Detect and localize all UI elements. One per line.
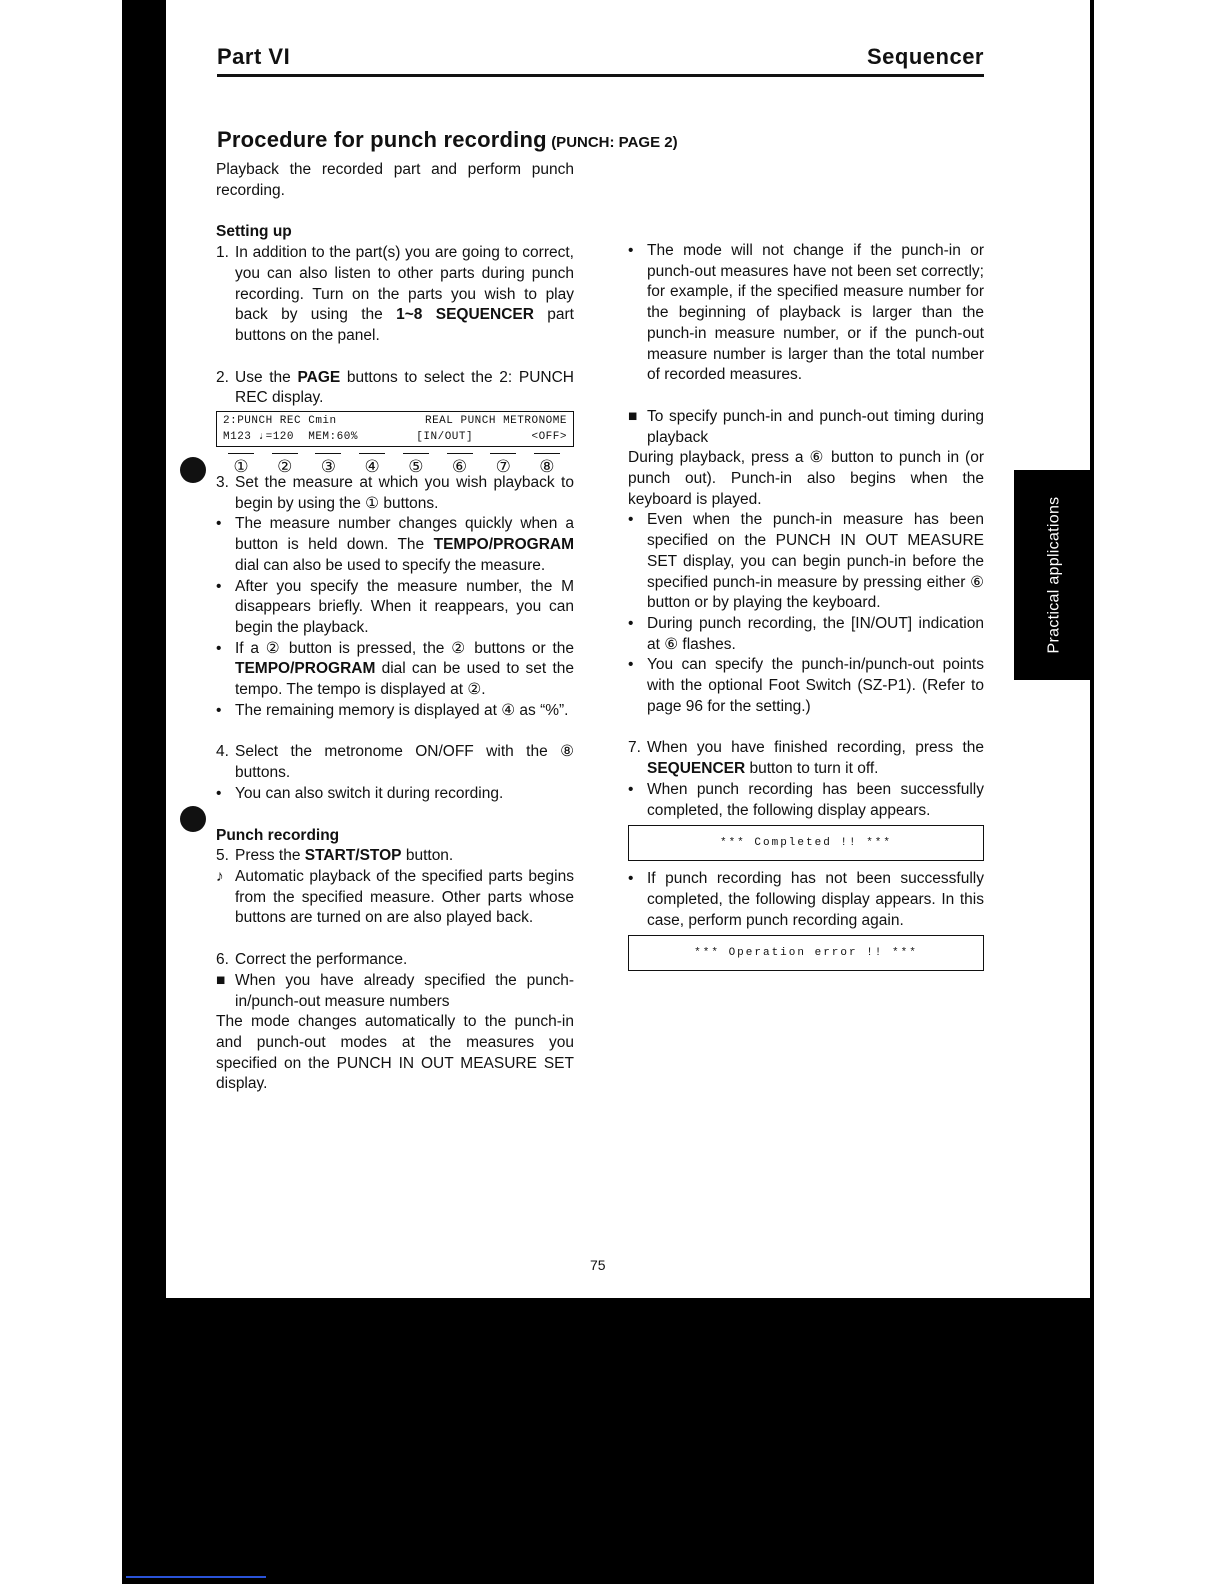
error-display: *** Operation error !! *** — [628, 935, 984, 971]
left-margin — [0, 0, 122, 1584]
button-number: ③ — [315, 453, 341, 473]
section-title — [217, 127, 678, 153]
button-number: ⑥ — [447, 453, 473, 473]
setting-up-heading: Setting up — [216, 223, 292, 241]
button-number: ② — [272, 453, 298, 473]
step-3: 3. Set the measure at which you wish playback to begin by using the ① buttons. — [216, 474, 574, 512]
scan-border-bottom — [122, 1298, 1094, 1584]
side-tab — [1014, 470, 1094, 680]
step-6: 6. Correct the performance. — [216, 951, 408, 969]
button-number: ① — [228, 453, 254, 473]
bullet: • The mode will not change if the punch-in or punch-out measures have not been set correctly; for example, if the specified measure number for the beginning of playback is larger than the punch-in measure number, or if the punch-out measure number is larger than the total number of recorded measures. — [628, 242, 984, 384]
punch-hole-marker — [180, 806, 206, 832]
square-bullet: ■ To specify punch-in and punch-out timing during playback — [628, 407, 984, 446]
link-underline — [126, 1576, 266, 1578]
button-number: ④ — [359, 453, 385, 473]
lcd-row2-right: <OFF> — [531, 431, 567, 444]
step-5: 5. Press the START/STOP button. — [216, 847, 454, 865]
bullet: • The measure number changes quickly when a button is held down. The TEMPO/PROGRAM dial can also be used to specify the measure. — [216, 515, 574, 574]
lcd-display — [216, 411, 574, 447]
page-number: 75 — [590, 1257, 606, 1273]
right-column — [628, 241, 984, 979]
square-bullet-icon: ■ — [628, 407, 638, 425]
punch-hole-marker — [180, 457, 206, 483]
square-bullet-icon: ■ — [216, 971, 226, 989]
bullet: • When punch recording has been successfully completed, the following display appears. — [628, 780, 984, 819]
note-icon: ♪ — [216, 867, 224, 885]
section-title-main: Procedure for punch recording — [217, 127, 547, 152]
bullet: • Even when the punch-in measure has been specified on the PUNCH IN OUT MEASURE SET display, you can begin punch-in before the specified punch-in measure by pressing either ⑥ button or by playing the keyboard. — [628, 511, 984, 612]
bullet: • After you specify the measure number, the M disappears briefly. When it reappears, you can begin the playback. — [216, 577, 574, 636]
button-number: ⑦ — [490, 453, 516, 473]
section-title-suffix: (PUNCH: PAGE 2) — [551, 134, 678, 151]
intro-text: Playback the recorded part and perform punch recording. — [216, 161, 574, 199]
bullet: • The remaining memory is displayed at ④ as “%”. — [216, 701, 569, 719]
square-bullet: ■ When you have already specified the punch-in/punch-out measure numbers — [216, 971, 574, 1010]
paragraph: During playback, press a ⑥ button to punch in (or punch out). Punch-in also begins when the keyboard is played. — [628, 449, 984, 508]
button-number: ⑤ — [403, 453, 429, 473]
completed-display: *** Completed !! *** — [628, 825, 984, 861]
step-4: 4. Select the metronome ON/OFF with the ⑧ buttons. — [216, 743, 574, 782]
note-item: ♪ Automatic playback of the specified parts begins from the specified measure. Other parts whose buttons are turned on are also played back. — [216, 867, 574, 927]
header-rule — [217, 74, 984, 77]
step-2: 2. Use the PAGE buttons to select the 2: PUNCH REC display. — [216, 368, 575, 407]
bullet: • If a ② button is pressed, the ② buttons or the TEMPO/PROGRAM dial can be used to set the tempo. The tempo is displayed at ②. — [216, 639, 574, 699]
left-column — [216, 160, 574, 1095]
step-7: 7. When you have finished recording, press the SEQUENCER button to turn it off. — [628, 739, 984, 778]
button-number-row — [216, 447, 574, 477]
header-part: Part VI — [217, 44, 291, 69]
bullet: • You can also switch it during recording. — [216, 784, 504, 802]
lcd-row1-right: REAL PUNCH METRONOME — [424, 415, 567, 428]
bullet: • If punch recording has not been successfully completed, the following display appears. In this case, perform punch recording again. — [628, 870, 984, 929]
step-1: 1. In addition to the part(s) you are going to correct, you can also listen to other parts during punch recording. Turn on the parts you wish to play back by using the 1~8 SEQUENCER part buttons on the panel. — [216, 244, 574, 344]
side-tab-label: Practical applications — [1045, 496, 1062, 654]
button-number: ⑧ — [534, 453, 560, 473]
bullet: • During punch recording, the [IN/OUT] indication at ⑥ flashes. — [628, 614, 984, 653]
lcd-row2-left: M123 ♩=120 MEM:60% — [223, 431, 358, 444]
lcd-row1-left: 2:PUNCH REC Cmin — [223, 415, 337, 428]
bullet: • You can specify the punch-in/punch-out points with the optional Foot Switch (SZ-P1). (Refer to page 96 for the setting.) — [628, 656, 984, 715]
right-margin — [1090, 0, 1224, 1584]
paragraph: The mode changes automatically to the punch-in and punch-out modes at the measures you specified on the PUNCH IN OUT MEASURE SET display. — [216, 1013, 574, 1093]
header-chapter: Sequencer — [867, 44, 984, 69]
lcd-row2-mid: [IN/OUT] — [416, 431, 474, 444]
punch-recording-heading: Punch recording — [216, 826, 340, 844]
